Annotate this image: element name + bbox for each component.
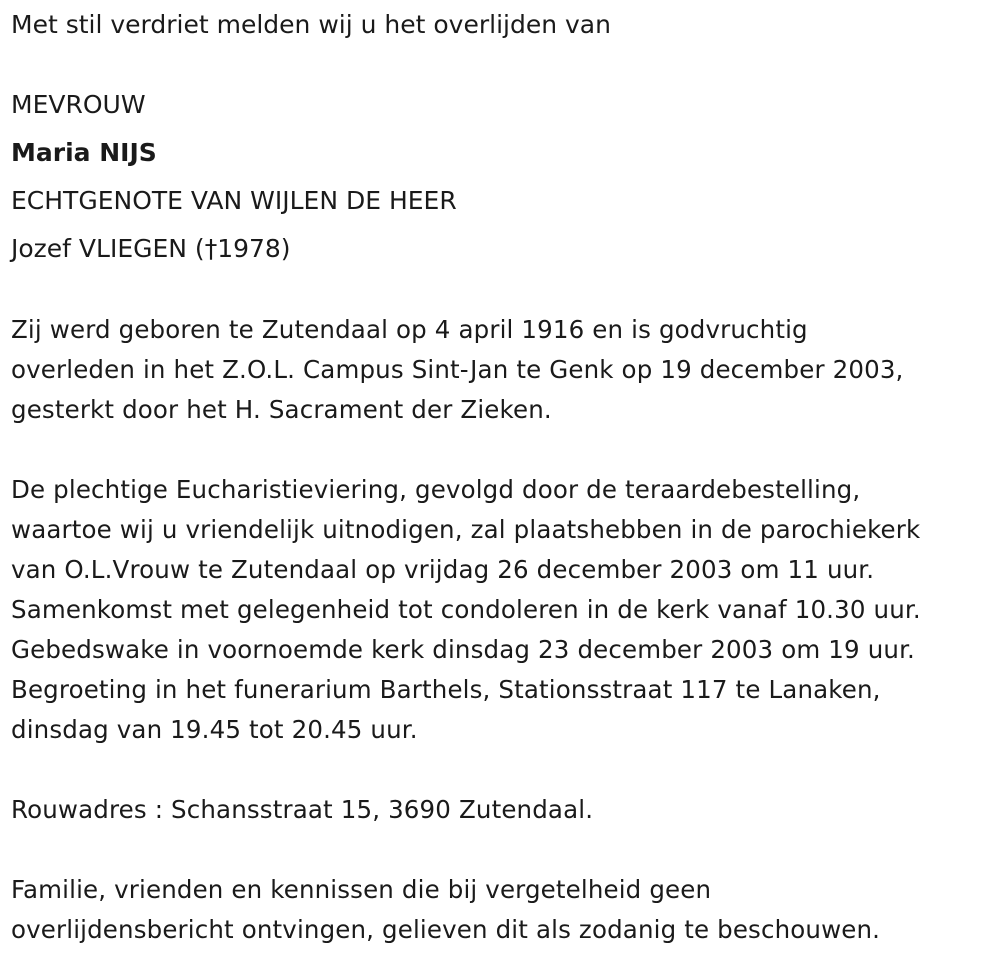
title-prefix: MEVROUW xyxy=(11,90,146,119)
paragraph-line: overlijdensbericht ontvingen, gelieven dit als zodanig te beschouwen. xyxy=(11,915,881,944)
paragraph-line: Begroeting in het funerarium Barthels, Stationsstraat 117 te Lanaken, xyxy=(11,675,881,704)
paragraph-line: De plechtige Eucharistieviering, gevolgd door de teraardebestelling, xyxy=(11,475,861,504)
paragraph-line: gesterkt door het H. Sacrament der Zieken. xyxy=(11,395,552,424)
paragraph-line: Familie, vrienden en kennissen die bij vergetelheid geen xyxy=(11,875,712,904)
paragraph-line: Samenkomst met gelegenheid tot condoleren in de kerk vanaf 10.30 uur. xyxy=(11,595,921,624)
paragraph-line: Gebedswake in voornoemde kerk dinsdag 23 december 2003 om 19 uur. xyxy=(11,635,915,664)
paragraph-line: dinsdag van 19.45 tot 20.45 uur. xyxy=(11,715,418,744)
spouse-name: Jozef VLIEGEN (†1978) xyxy=(11,234,291,263)
paragraph-line: waartoe wij u vriendelijk uitnodigen, zal plaatshebben in de parochiekerk xyxy=(11,515,921,544)
mourning-address: Rouwadres : Schansstraat 15, 3690 Zutendaal. xyxy=(11,795,594,824)
intro-text: Met stil verdriet melden wij u het overlijden van xyxy=(11,10,611,39)
paragraph-line: Zij werd geboren te Zutendaal op 4 april 1916 en is godvruchtig xyxy=(11,315,808,344)
spouse-intro: ECHTGENOTE VAN WIJLEN DE HEER xyxy=(11,186,457,215)
paragraph-line: van O.L.Vrouw te Zutendaal op vrijdag 26 december 2003 om 11 uur. xyxy=(11,555,875,584)
paragraph-line: overleden in het Z.O.L. Campus Sint-Jan te Genk op 19 december 2003, xyxy=(11,355,904,384)
deceased-name: Maria NIJS xyxy=(11,138,157,167)
